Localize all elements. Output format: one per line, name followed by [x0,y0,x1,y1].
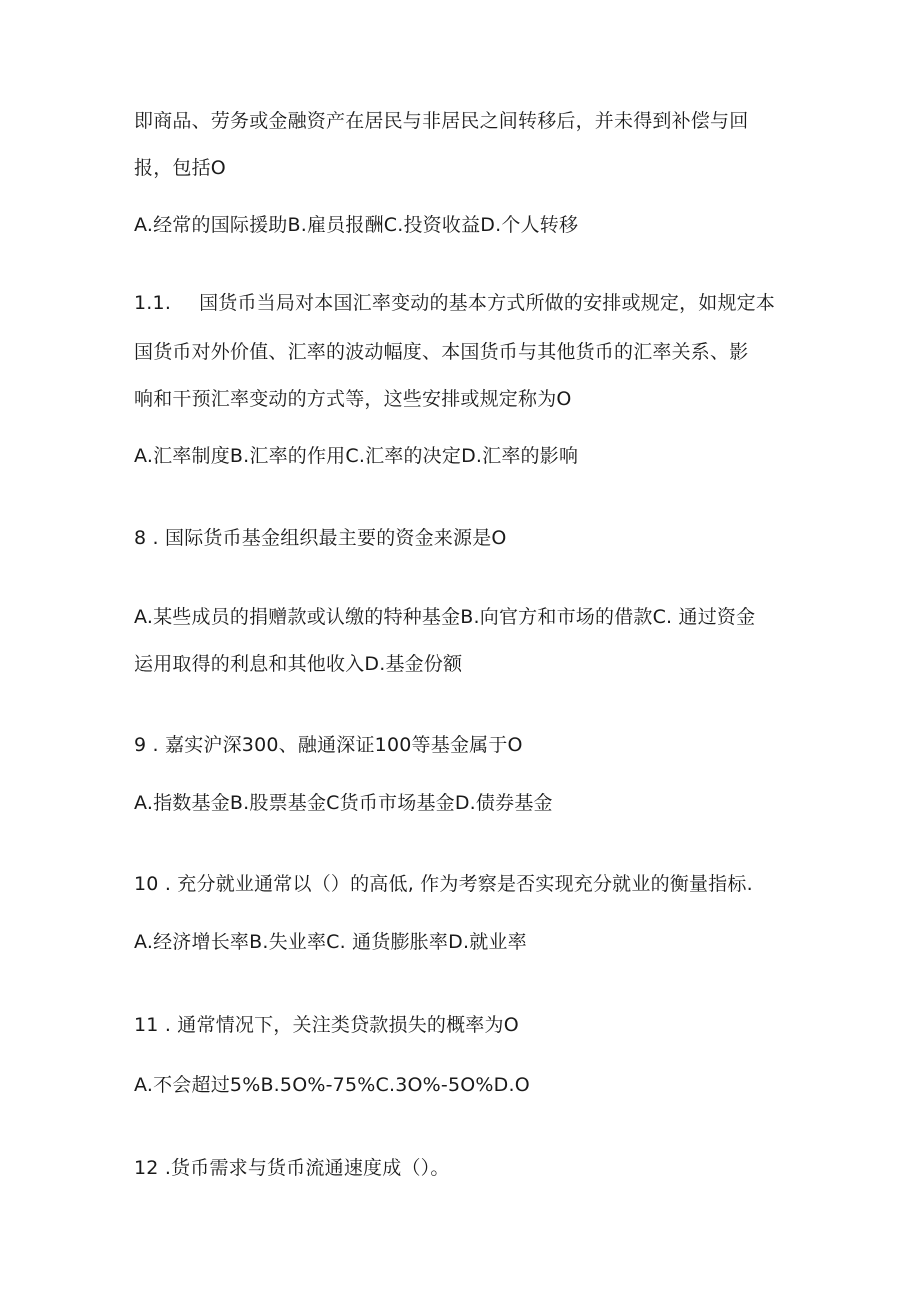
question-text: 国货币当局对本国汇率变动的基本方式所做的安排或规定，如规定本 [199,292,776,314]
answer-options: A.某些成员的捐赠款或认缴的特种基金B.向官方和市场的借款C. 通过资金 [134,606,756,628]
answer-options: A.经常的国际援助B.雇员报酬C.投资收益D.个人转移 [134,214,579,236]
question-number: 1.1. [134,292,172,314]
text-line: 国货币对外价值、汇率的波动幅度、本国货币与其他货币的汇率关系、影 [134,341,749,363]
text-line: 运用取得的利息和其他收入D.基金份额 [134,653,463,675]
answer-options: A.经济增长率B.失业率C. 通货膨胀率D.就业率 [134,931,527,953]
answer-options: A.汇率制度B.汇率的作用C.汇率的决定D.汇率的影响 [134,445,579,467]
question-text: 8 . 国际货币基金组织最主要的资金来源是O [134,527,507,549]
question-text: 11 . 通常情况下，关注类贷款损失的概率为O [134,1014,519,1036]
answer-options: A.不会超过5%B.5O%-75%C.3O%-5O%D.O [134,1074,530,1096]
question-text: 9 . 嘉实沪深300、融通深证100等基金属于O [134,734,523,756]
text-line: 响和干预汇率变动的方式等，这些安排或规定称为O [134,388,572,410]
text-line: 即商品、劳务或金融资产在居民与非居民之间转移后，并未得到补偿与回 [134,110,749,132]
question-text: 12 .货币需求与货币流通速度成（）。 [134,1157,450,1179]
question-text: 10 . 充分就业通常以（）的高低, 作为考察是否实现充分就业的衡量指标. [134,873,753,895]
question-first-line [134,290,775,316]
text-line: 报，包括O [134,157,226,179]
answer-options: A.指数基金B.股票基金C货币市场基金D.债券基金 [134,792,553,814]
